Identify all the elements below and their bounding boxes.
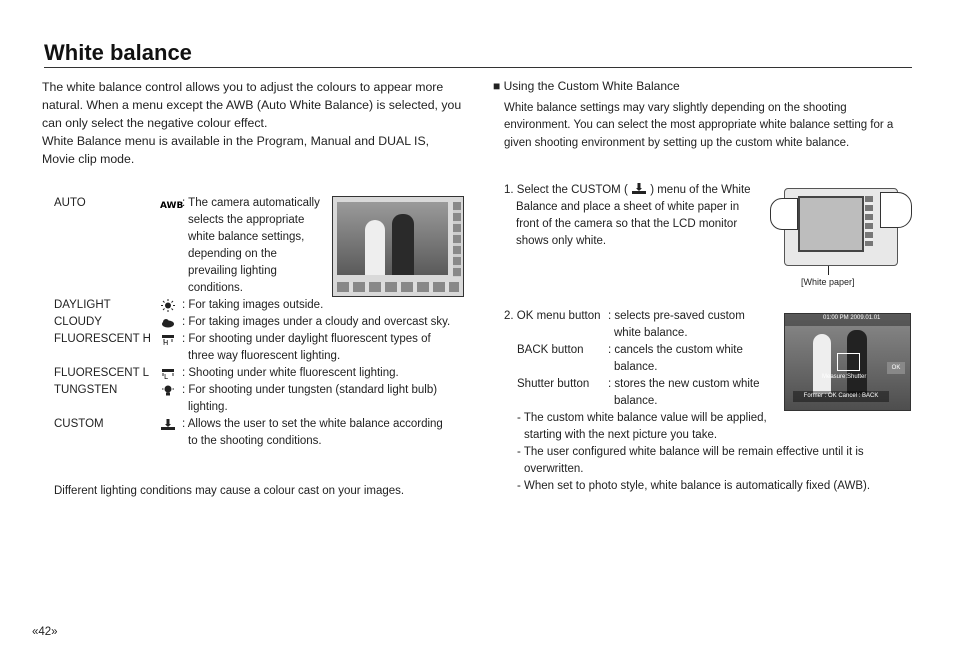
step-2 [504,308,774,410]
mode-label: DAYLIGHT [54,299,111,311]
svg-text:L: L [164,373,168,381]
mode-desc: white balance settings, [188,231,305,243]
intro-paragraph: The white balance control allows you to adjust the colours to appear more natural. When a menu except the AWB (Auto White Balance) is selected, you can only select the negative colour effect. [42,80,462,130]
step1-line: Balance and place a sheet of white paper in [516,201,740,213]
custom-wb-paragraph [504,100,909,152]
page-title: White balance [44,40,192,65]
mode-desc: prevailing lighting [188,265,277,277]
step2-value: white balance. [614,327,688,339]
step2-row [504,376,774,393]
mode-desc: lighting. [188,401,228,413]
mode-label: FLUORESCENT L [54,367,150,379]
lcd-custom-wb-preview [784,313,911,411]
mode-label: FLUORESCENT H [54,333,151,345]
step2-key: Shutter button [517,378,590,390]
note-line: - The user configured white balance will be remain effective until it is [517,446,864,458]
mode-desc: selects the appropriate [188,214,305,226]
measure-frame [837,353,860,371]
step2-row [504,308,774,325]
note-line: overwritten. [524,463,584,475]
svg-text:AWB: AWB [160,201,184,211]
mode-desc: : For taking images under a cloudy and overcast sky. [182,316,451,328]
mode-label: AUTO [54,197,86,209]
svg-text:H: H [163,339,169,347]
lcd-measure: Measure:Shutter [822,374,867,380]
mode-label: CLOUDY [54,316,102,328]
intro-text [42,78,462,168]
note-line: - The custom white balance value will be applied, [517,412,767,424]
intro-paragraph: White Balance menu is available in the Program, Manual and DUAL IS, Movie clip mode. [42,134,430,166]
step-1 [504,182,774,250]
preview-photo [337,202,448,275]
mode-desc: : Shooting under white fluorescent lighting. [182,367,399,379]
sun-icon [160,299,176,312]
mode-desc: : For shooting under daylight fluorescent types of [182,333,431,345]
fluorescent-h-icon [160,333,176,346]
mode-desc: conditions. [188,282,243,294]
tungsten-icon [160,384,176,397]
custom-wb-text: White balance settings may vary slightly depending on the shooting environment. You can select the most appropriate white balance setting for a given shooting environment by setting up the custom white balance. [504,102,894,149]
mode-desc: : For shooting under tungsten (standard light bulb) [182,384,438,396]
step2-value: : stores the new custom white [608,378,760,390]
camera-white-paper-illustration [770,186,912,268]
lcd-ok-button: OK [887,362,905,374]
cloud-icon [160,316,176,329]
colour-cast-note: Different lighting conditions may cause a colour cast on your images. [54,485,405,497]
mode-desc: to the shooting conditions. [188,435,322,447]
fluorescent-l-icon [160,367,176,380]
mode-label: CUSTOM [54,418,104,430]
step1-line: front of the camera so that the LCD monitor [516,218,738,230]
lcd-time: 01:00 PM 2009.01.01 [823,315,881,321]
mode-desc: : For taking images outside. [182,299,324,311]
mode-label: TUNGSTEN [54,384,118,396]
step1-line: shows only white. [516,235,607,247]
step2-value: : cancels the custom white [608,344,743,356]
mode-desc: : The camera automatically [182,197,320,209]
note-line: - When set to photo style, white balance is automatically fixed (AWB). [517,480,871,492]
custom-wb-icon [160,418,176,431]
camera-preview-wb [332,196,464,297]
mode-desc: : Allows the user to set the white balance according [182,418,443,430]
note-line: starting with the next picture you take. [524,429,718,441]
custom-wb-icon [631,182,647,195]
step2-value: balance. [614,361,658,373]
pointer-line [828,266,829,275]
step2-value: balance. [614,395,658,407]
mode-desc: three way fluorescent lighting. [188,350,341,362]
step2-key: BACK button [517,344,584,356]
title-rule [44,67,912,68]
lcd-footer: Former : OK Cancel : BACK [793,391,889,402]
custom-wb-heading: ■ Using the Custom White Balance [493,79,680,93]
page-number: «42» [32,626,58,638]
step2-key: 2. OK menu button [504,310,601,322]
awb-icon [160,197,184,211]
step2-value: : selects pre-saved custom [608,310,745,322]
white-paper-label: [White paper] [801,277,855,287]
step2-row [504,342,774,359]
custom-wb-notes [517,410,870,495]
step1-line: 1. Select the CUSTOM ( ) menu of the White [504,184,751,196]
mode-desc: depending on the [188,248,277,260]
